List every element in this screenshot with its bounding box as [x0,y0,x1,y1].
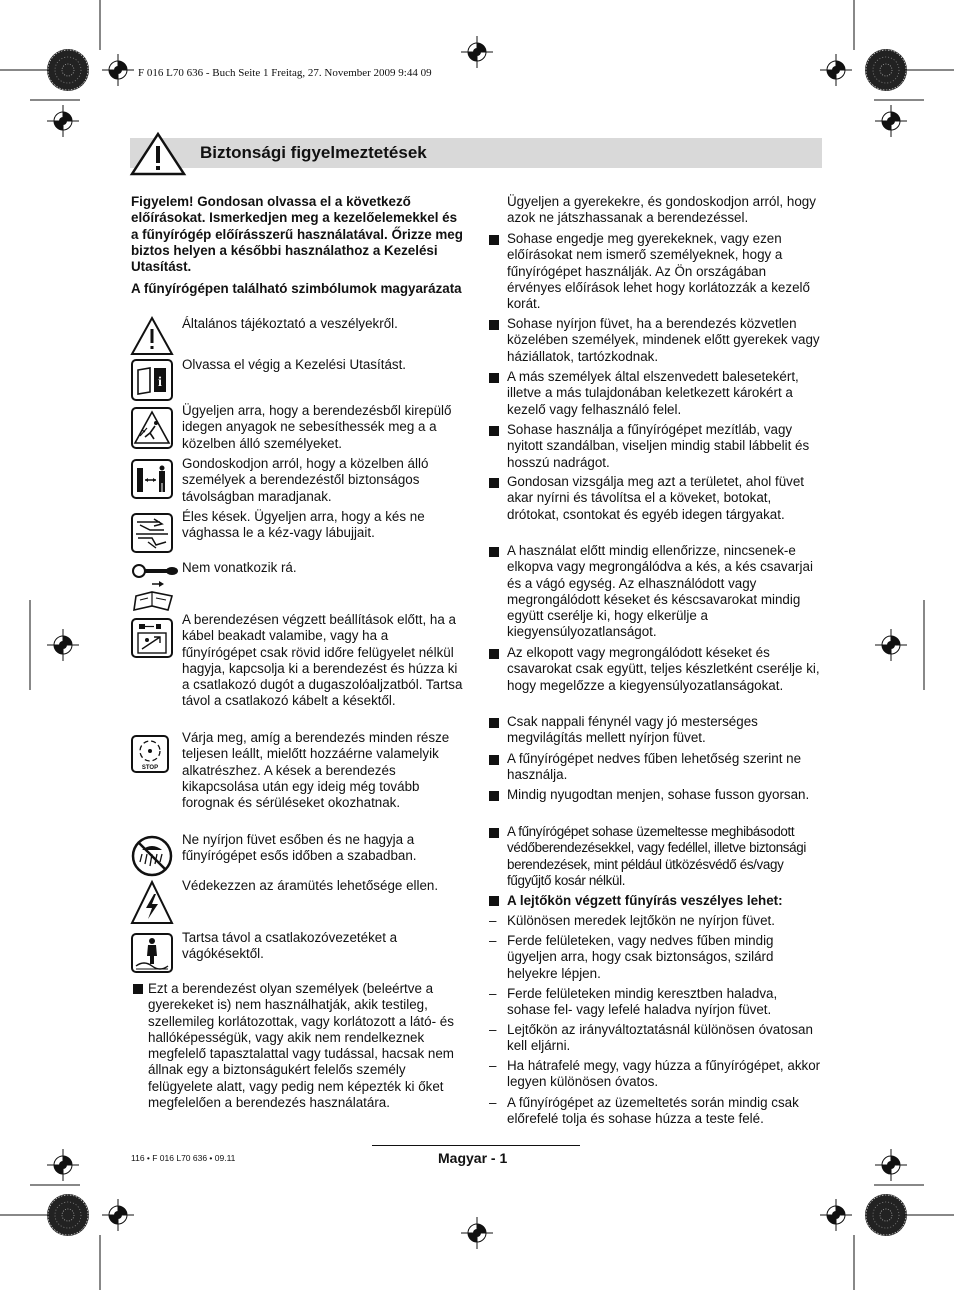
intro-warning: Figyelem! Gondosan olvassa el a következő előírásokat. Ismerkedjen meg a kezelőelemekkel és a fűnyírógép előírásszerű használatával. Őrizze meg biztos helyen a későbbi használathoz a Kezelési Utasítást. [131,194,463,275]
no-rain-icon [130,834,174,878]
warning-triangle-icon [130,316,174,356]
bullet-marker [489,718,499,728]
symbol-text-sharp-blades: Éles kések. Ügyeljen arra, hogy a kés ne vághassa le a kéz-vagy lábujjait. [182,509,425,541]
list-item: Mindig nyugodtan menjen, sohase fusson gyorsan. [507,787,810,802]
right-intro: Ügyeljen a gyerekekre, és gondoskodjon arról, hogy azok ne játszhassanak a berendezéssel. [507,194,816,226]
bullet-marker [489,547,499,557]
bullet-marker [489,896,499,906]
symbol-text-cable-away: Tartsa távol a csatlakozóvezetéket a vágókésektől. [182,930,398,962]
cable-away-icon [130,932,174,974]
dash-marker: – [489,1095,497,1110]
bullet-marker [489,791,499,801]
list-item: Lejtőkön az irányváltoztatásnál különösen óvatosan kell eljárni. [507,1022,813,1054]
list-item: Gondosan vizsgálja meg azt a területet, ahol füvet akar nyírni és távolítsa el a köveket, botokat, drótokat, csontokat és egyéb idegen tárgyakat. [507,474,805,522]
svg-text:i: i [158,375,162,390]
list-item: Ferde felületeken, vagy nedves fűben mindig ügyeljen arra, hogy csak biztonságos, szilárd helyekre lépjen. [507,933,774,981]
list-item: A más személyek által elszenvedett balesetekért, illetve a más tulajdonában keletkezett károkért a kezelő vagy felhasználó felel. [507,369,799,417]
bullet-marker [489,235,499,245]
list-item: Különösen meredek lejtőkön ne nyírjon füvet. [507,913,775,928]
stop-icon [130,734,170,774]
sharp-blades-icon [130,512,174,554]
list-item: Ha hátrafelé megy, vagy húzza a fűnyírógépet, akkor legyen különösen óvatos. [507,1058,821,1090]
warning-triangle-icon [130,132,186,176]
dash-marker: – [489,913,497,928]
list-item: A fűnyírógépet nedves fűben lehetőség szerint ne használja. [507,751,802,783]
symbol-text-flying-debris: Ügyeljen arra, hogy a berendezésből kirepülő idegen anyagok ne sebesíthessék meg a a közelben álló személyeket. [182,403,452,451]
symbol-text-keep-distance: Gondoskodjon arról, hogy a közelben álló személyek a berendezéstől biztonságos távolságban maradjanak. [182,456,429,504]
dash-marker: – [489,1022,497,1037]
slope-heading: A lejtőkön végzett fűnyírás veszélyes lehet: [507,893,783,908]
bullet-marker [489,755,499,765]
list-item: Sohase nyírjon füvet, ha a berendezés közvetlen közelében személyek, mindenek előtt gyerekek vagy háziállatok, tartózkodnak. [507,316,820,364]
symbol-text-electric-shock: Védekezzen az áramütés lehetősége ellen. [182,878,439,893]
list-item: Sohase engedje meg gyerekeknek, vagy ezen előírásokat nem ismerő személyeknek, hogy a fűnyírógépet használják. Az Ön országában érvényes előírások lehet hogy korlátozzák a kezelő korát. [507,231,810,312]
symbols-heading: A fűnyírógépen található szimbólumok magyarázata [131,281,462,296]
dash-marker: – [489,933,497,948]
bullet-marker [489,828,499,838]
bullet-marker [489,320,499,330]
key-book-icon [130,562,180,614]
bullet-marker [489,478,499,488]
symbol-text-general-hazard: Általános tájékoztató a veszélyekről. [182,316,398,331]
list-item: Ezt a berendezést olyan személyek (beleértve a gyerekeket is) nem használhatják, akik testileg, szellemileg korlátozottak, vagy korlátozott a látó- és hallóképességük, vagy akik nem rendelkeznek megfelelő tapasztalattal vagy tudással, hacsak nem állnak egy a biztonságukért felelős személy felügyelete alatt, vagy pedig nem képezték ki őket megfelelően a berendezés használatára. [148,981,454,1111]
footer-rule [372,1145,580,1146]
list-item: Csak nappali fénynél vagy jó mesterséges megvilágítás mellett nyírjon füvet. [507,714,758,746]
unplug-icon [130,617,174,659]
symbol-text-no-rain: Ne nyírjon füvet esőben és ne hagyja a fűnyírógépet esős időben a szabadban. [182,832,417,864]
symbol-text-stop: Várja meg, amíg a berendezés minden része teljesen leállt, mielőtt hozzáérne valamelyik alkatrészhez. A kések a berendezés kikapcsolása után egy ideig még tovább forognak és sérüléseket okozhatnak. [182,730,450,811]
page-number: Magyar - 1 [438,1150,508,1166]
footer-code: 116 • F 016 L70 636 • 09.11 [131,1153,236,1163]
list-item: A fűnyírógépet az üzemeltetés során mindig csak előrefelé tolja és sohase húzza a teste felé. [507,1095,799,1127]
list-item: Ferde felületeken mindig keresztben haladva, sohase fel- vagy lefelé haladva nyírjon füvet. [507,986,778,1018]
keep-distance-icon [130,458,174,500]
symbol-text-not-applicable: Nem vonatkozik rá. [182,560,297,575]
symbol-text-unplug: A berendezésen végzett beállítások előtt, ha a kábel beakadt valamibe, vagy ha a fűnyírógépet csak rövid időre felügyelet nélkül hagyja, kapcsolja ki a berendezést és húzza ki a csatlakozó dugót a dugaszolóaljzatból. Tartsa távol a csatlakozó kábelt a késektől. [182,612,463,709]
bullet-marker [133,984,143,994]
flying-debris-icon [130,406,174,450]
page-title: Biztonsági figyelmeztetések [200,143,427,162]
list-item: A fűnyírógépet sohase üzemeltesse meghibásodott védőberendezésekkel, vagy fedéllel, illetve biztonsági berendezések, mint például ütközésvédő és/vagy fűgyűjtő kosár nélkül. [507,824,806,888]
dash-marker: – [489,1058,497,1073]
print-slug: F 016 L70 636 - Buch Seite 1 Freitag, 27. November 2009 9:44 09 [138,67,432,79]
dash-marker: – [489,986,497,1001]
stop-label: STOP [141,765,159,771]
bullet-marker [489,426,499,436]
list-item: Az elkopott vagy megrongálódott késeket és csavarokat csak együtt, teljes készletként cserélje ki, hogy megelőzze a kiegyensúlyozatlanságokat. [507,645,820,693]
bullet-marker [489,649,499,659]
symbol-text-read-manual: Olvassa el végig a Kezelési Utasítást. [182,357,407,372]
bullet-marker [489,373,499,383]
electric-shock-icon [130,880,174,926]
list-item: Sohase használja a fűnyírógépet mezítláb, vagy nyitott szandálban, viseljen mindig stabil lábbelit és hosszú nadrágot. [507,422,810,470]
list-item: A használat előtt mindig ellenőrizze, nincsenek-e elkopva vagy megrongálódva a kés, a kés csavarjai és a vágó egység. Az elhasználódott vagy megrongálódott késeket és késcsavarokat mindig együtt cserélje ki, hogy elkerülje a kiegyensúlyozatlanságot. [507,543,813,640]
read-manual-icon [130,358,174,402]
